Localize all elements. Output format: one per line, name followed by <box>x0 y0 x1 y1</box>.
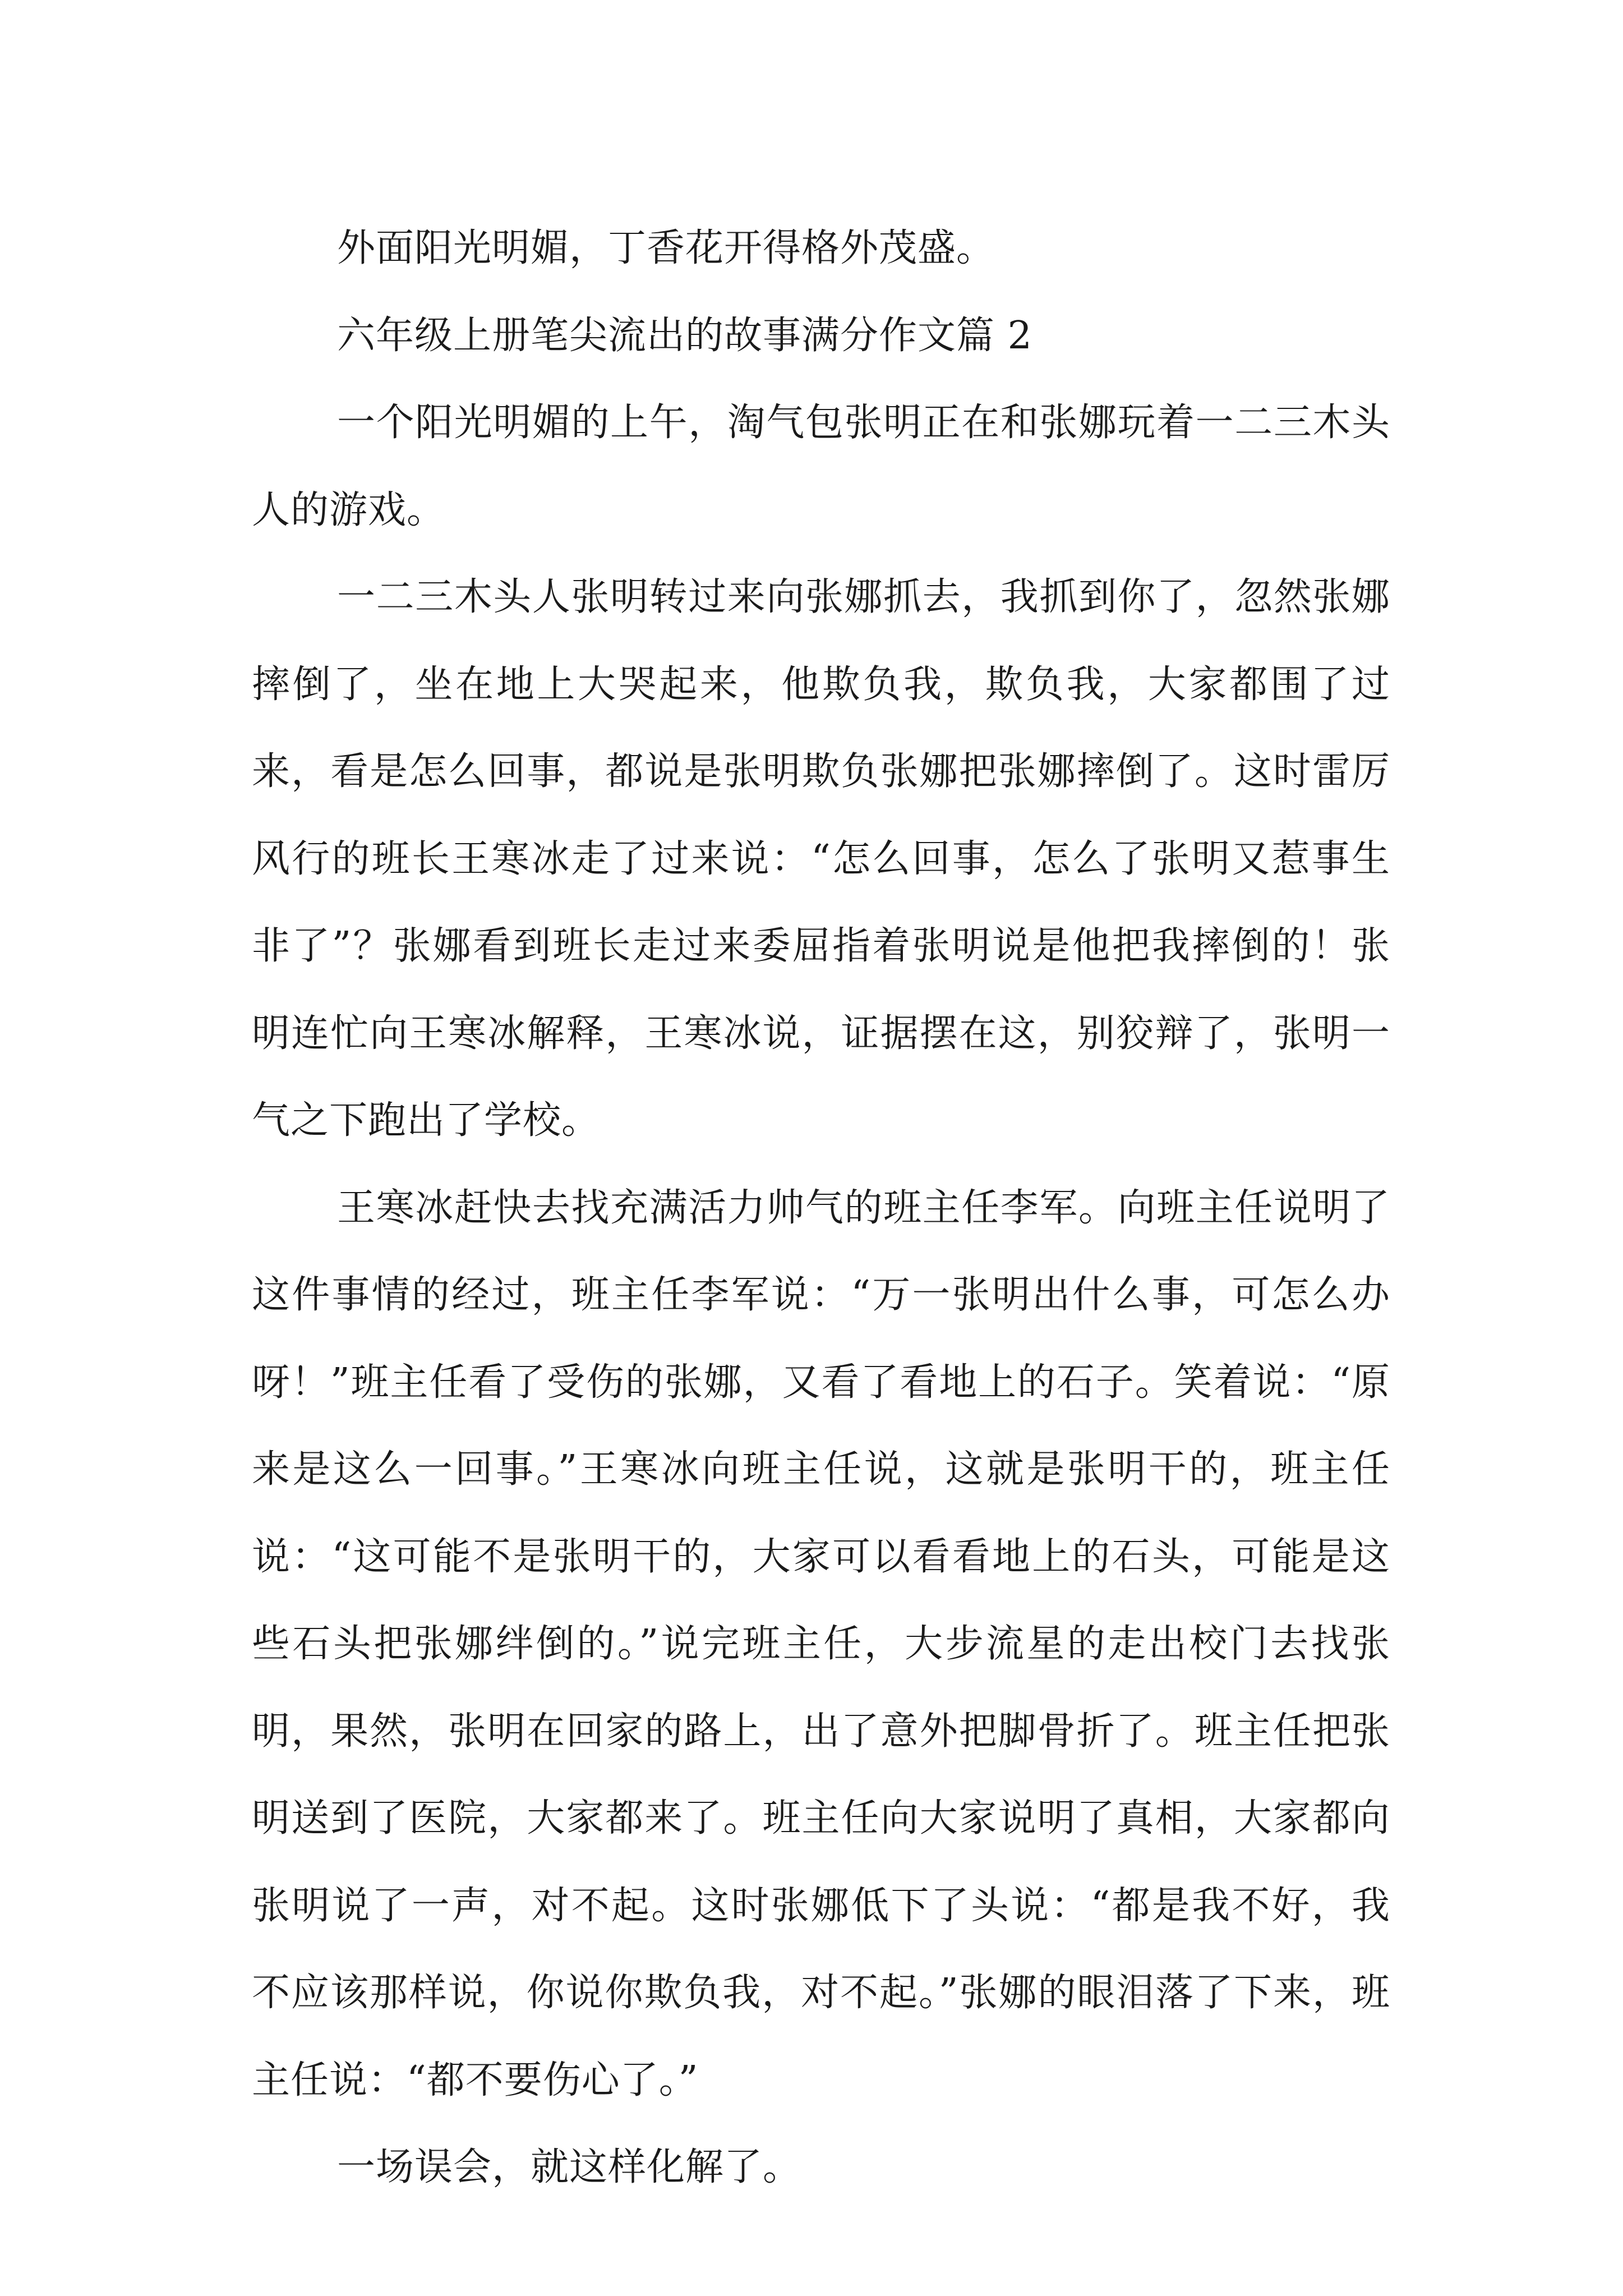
essay-heading: 六年级上册笔尖流出的故事满分作文篇 2 <box>337 313 1032 358</box>
paragraph-closing-line: 外面阳光明媚，丁香花开得格外茂盛。 <box>337 226 995 270</box>
document-body <box>252 205 1390 2211</box>
paragraph-resolution: 王寒冰赶快去找充满活力帅气的班主任李军。向班主任说明了这件事情的经过，班主任李军说：“万一张明出什么事，可怎么办呀！”班主任看了受伤的张娜，又看了看地上的石子。笑着说：“原来是这么一回事。”王寒冰向班主任说，这就是张明干的，班主任说：“这可能不是张明干的，大家可以看看地上的石头，可能是这些石头把张娜绊倒的。”说完班主任，大步流星的走出校门去找张明，果然，张明在回家的路上，出了意外把脚骨折了。班主任把张明送到了医院，大家都来了。班主任向大家说明了真相，大家都向张明说了一声，对不起。这时张娜低下了头说：“都是我不好，我不应该那样说，你说你欺负我，对不起。”张娜的眼泪落了下来，班主任说：“都不要伤心了。” <box>252 1185 1390 2102</box>
paragraph-conflict: 一二三木头人张明转过来向张娜抓去，我抓到你了，忽然张娜摔倒了，坐在地上大哭起来，他欺负我，欺负我，大家都围了过来，看是怎么回事，都说是张明欺负张娜把张娜摔倒了。这时雷厉风行的班长王寒冰走了过来说：“怎么回事，怎么了张明又惹事生非了”？张娜看到班长走过来委屈指着张明说是他把我摔倒的！张明连忙向王寒冰解释，王寒冰说，证据摆在这，别狡辩了，张明一气之下跑出了学校。 <box>252 575 1390 1143</box>
paragraph-ending: 一场误会，就这样化解了。 <box>337 2145 802 2189</box>
paragraph-opening: 一个阳光明媚的上午，淘气包张明正在和张娜玩着一二三木头人的游戏。 <box>252 401 1390 532</box>
